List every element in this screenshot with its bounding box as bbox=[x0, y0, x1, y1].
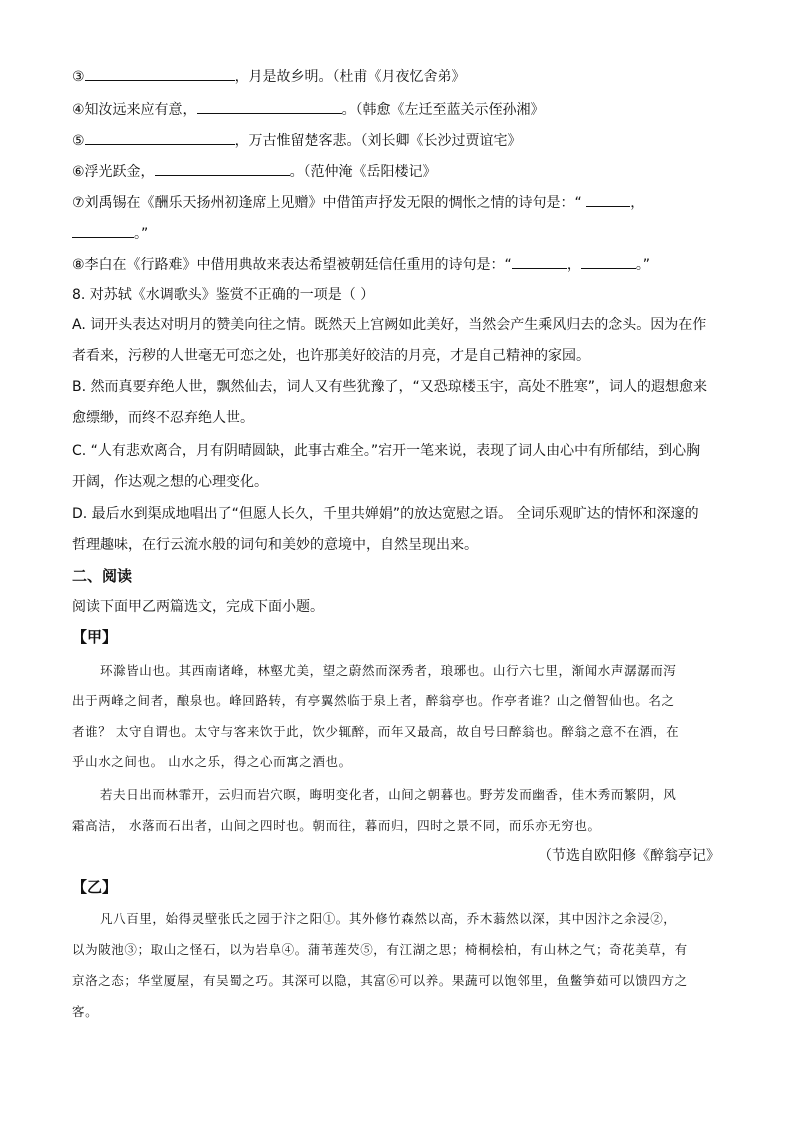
item-8-end: 。” bbox=[635, 257, 651, 273]
item-4-text: ④知汝远来应有意， bbox=[72, 102, 197, 118]
passage-jia-source: （节选自欧阳修《醉翁亭记》 bbox=[538, 848, 720, 864]
answer-blank[interactable] bbox=[85, 130, 235, 145]
reading-instruction: 阅读下面甲乙两篇选文，完成下面小题。 bbox=[72, 599, 324, 615]
option-a-line2: 者看来，污秽的人世毫无可恋之处，也许那美好皎洁的月亮，才是自己精神的家园。 bbox=[72, 348, 590, 364]
item-6-tail: 。（范仲淹《岳阳楼记》 bbox=[289, 164, 437, 180]
item-5-number: ⑤ bbox=[72, 133, 85, 149]
item-3 bbox=[72, 66, 722, 87]
answer-blank[interactable] bbox=[85, 66, 235, 81]
option-d-line1: D. 最后水到渠成地唱出了“但愿人长久，千里共婵娟”的放达宽慰之语。 全词乐观旷达的情怀和深邃的 bbox=[72, 506, 699, 522]
option-b-line1: B. 然而真要弃绝人世，飘然仙去，词人又有些犹豫了，“又恐琼楼玉宇，高处不胜寒”，词人的遐想愈来 bbox=[72, 379, 708, 395]
answer-blank[interactable] bbox=[197, 99, 342, 114]
item-7-comma: ， bbox=[630, 195, 645, 211]
passage-yi-line: 以为陂池③；取山之怪石，以为岩阜④。蒲苇莲芡⑤，有江湖之思；椅桐桧柏，有山林之气；奇花美草，有 bbox=[72, 942, 688, 957]
passage-yi-line: 凡八百里，始得灵壁张氏之园于汴之阳①。其外修竹森然以高，乔木蓊然以深，其中因汴之余浸②， bbox=[100, 911, 677, 926]
passage-jia-line: 乎山水之间也。 山水之乐，得之心而寓之酒也。 bbox=[72, 754, 352, 769]
answer-blank[interactable] bbox=[586, 192, 630, 207]
item-7-text: ⑦刘禹锡在《酬乐天扬州初逢席上见赠》中借笛声抒发无限的惆怅之情的诗句是：“ bbox=[72, 195, 582, 211]
item-8-comma: ， bbox=[566, 257, 581, 273]
item-3-number: ③ bbox=[72, 69, 85, 85]
option-b-line2: 愈缥缈，而终不忍弃绝人世。 bbox=[72, 410, 254, 426]
passage-jia-label: 【甲】 bbox=[72, 628, 118, 646]
passage-jia-line: 者谁？ 太守自谓也。太守与客来饮于此，饮少辄醉，而年又最高，故自号曰醉翁也。醉翁之意不在酒，在 bbox=[72, 724, 680, 739]
passage-jia-line: 若夫日出而林霏开，云归而岩穴暝，晦明变化者，山间之朝暮也。野芳发而幽香，佳木秀而繁阴，风 bbox=[100, 787, 677, 802]
item-6 bbox=[72, 161, 722, 182]
item-4 bbox=[72, 99, 722, 120]
passage-yi-line: 京洛之态；华堂厦屋，有吴蜀之巧。其深可以隐，其富⑥可以养。果蔬可以饱邻里，鱼鳖笋茹可以馈四方之 bbox=[72, 973, 688, 988]
item-7-end: 。” bbox=[134, 226, 149, 242]
answer-blank[interactable] bbox=[512, 254, 567, 269]
item-8 bbox=[72, 254, 722, 275]
option-a-line1: A. 词开头表达对明月的赞美向往之情。既然天上宫阙如此美好，当然会产生乘风归去的念头。因为在作 bbox=[72, 317, 707, 333]
passage-yi-line: 客。 bbox=[72, 1004, 99, 1019]
item-3-text: ，月是故乡明。（杜甫《月夜忆舍弟》 bbox=[234, 69, 466, 85]
passage-jia-line: 出于两峰之间者，酿泉也。峰回路转，有亭翼然临于泉上者，醉翁亭也。作亭者谁？山之僧智仙也。名之 bbox=[72, 693, 675, 708]
section-heading: 二、阅读 bbox=[72, 567, 133, 585]
item-5-text: ，万古惟留楚客悲。（刘长卿《长沙过贾谊宅》 bbox=[234, 133, 522, 149]
answer-blank[interactable] bbox=[155, 161, 290, 176]
item-7-continued bbox=[72, 223, 722, 244]
passage-yi-label: 【乙】 bbox=[72, 878, 118, 896]
option-c-line1: C. “人有悲欢离合，月有阴晴圆缺，此事古难全。”宕开一笔来说，表现了词人由心中有所郁结，到心胸 bbox=[72, 443, 701, 459]
passage-jia-line: 霜高洁， 水落而石出者，山间之四时也。朝而往，暮而归，四时之景不同，而乐亦无穷也。 bbox=[72, 818, 601, 833]
answer-blank[interactable] bbox=[581, 254, 636, 269]
item-8-text: ⑧李白在《行路难》中借用典故来表达希望被朝廷信任重用的诗句是：“ bbox=[72, 257, 512, 273]
item-6-text: ⑥浮光跃金， bbox=[72, 164, 155, 180]
answer-blank[interactable] bbox=[72, 223, 134, 238]
item-5 bbox=[72, 130, 722, 151]
question-8-stem: 8. 对苏轼《水调歌头》鉴赏不正确的一项是（ ） bbox=[72, 287, 375, 303]
option-c-line2: 开阔，作达观之想的心理变化。 bbox=[72, 474, 268, 490]
option-d-line2: 哲理趣味，在行云流水般的词句和美妙的意境中，自然呈现出来。 bbox=[72, 537, 478, 553]
passage-jia-line: 环滁皆山也。其西南诸峰，林壑尤美，望之蔚然而深秀者，琅琊也。山行六七里，渐闻水声潺潺而泻 bbox=[100, 663, 677, 678]
item-4-tail: 。（韩愈《左迁至蓝关示侄孙湘》 bbox=[341, 102, 545, 118]
item-7 bbox=[72, 192, 722, 213]
